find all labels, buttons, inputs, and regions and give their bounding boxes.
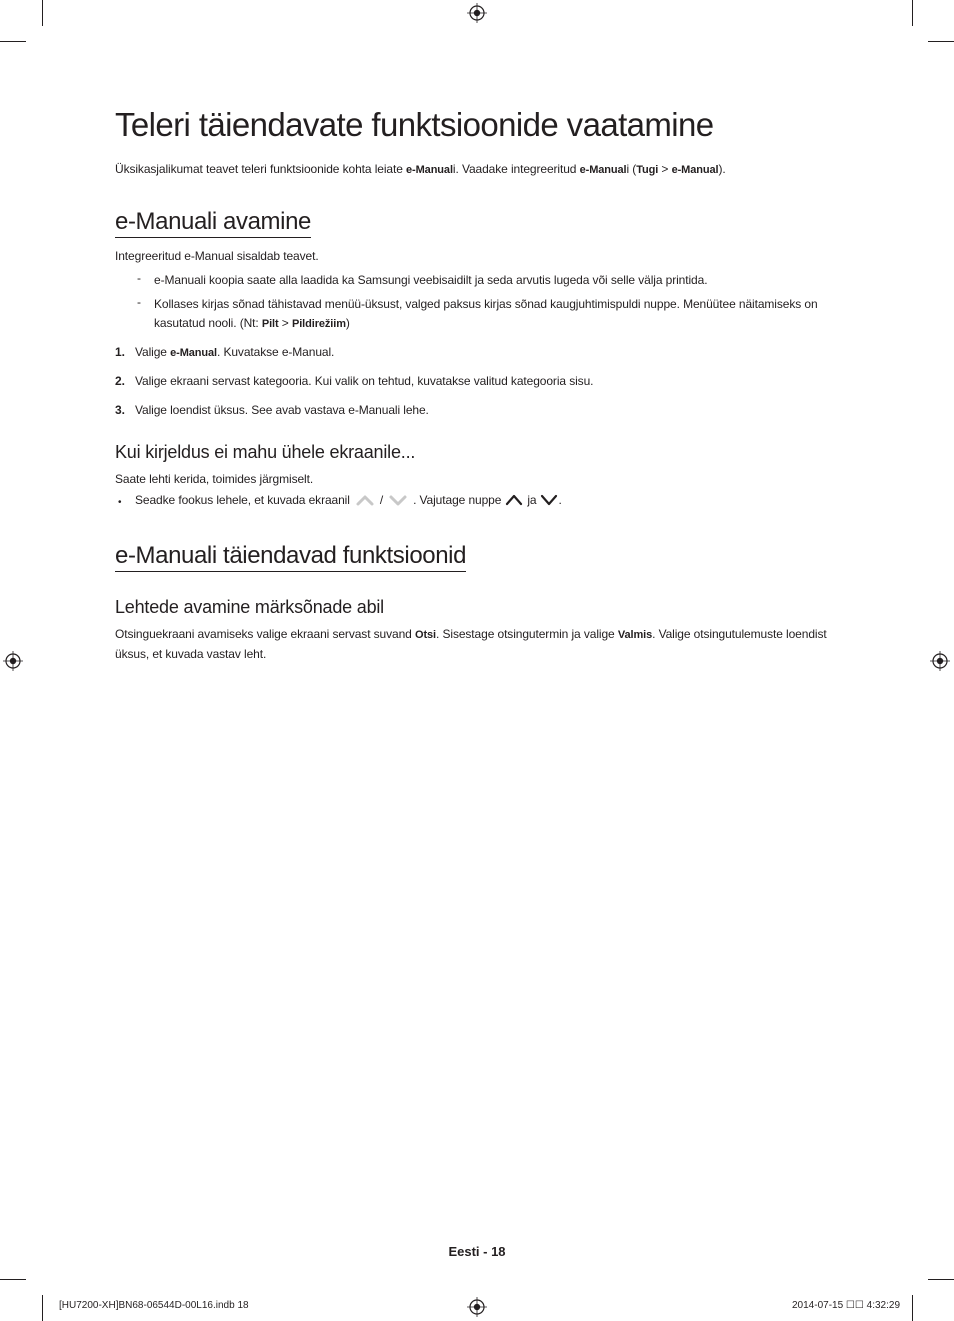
- section1-lead: Integreeritud e-Manual sisaldab teavet.: [115, 249, 319, 263]
- crop-mark-bottom-left-h: [0, 1279, 26, 1280]
- step-number: 2.: [115, 374, 126, 388]
- section-heading-emanual-opening: e-Manuali avamine: [115, 208, 311, 238]
- scroll-up-arrow-icon: [354, 492, 376, 508]
- page-number: Eesti - 18: [448, 1244, 506, 1259]
- scroll-down-arrow-icon: [387, 492, 409, 508]
- crop-mark-top-right-h: [928, 41, 954, 42]
- section-heading-emanual-features: e-Manuali täiendavad funktsioonid: [115, 542, 466, 572]
- crop-mark-bottom-right-h: [928, 1279, 954, 1280]
- step-text: Valige loendist üksus. See avab vastava e-Manuali lehe.: [135, 403, 429, 417]
- down-chevron-icon: [540, 493, 558, 507]
- registration-mark-icon: [467, 3, 487, 23]
- note-item: e-Manuali koopia saate alla laadida ka Samsungi veebisaidilt ja seda arvutis lugeda või selle välja printida.: [154, 273, 708, 287]
- crop-mark-top-right: [912, 0, 913, 26]
- intro-paragraph: Üksikasjalikumat teavet teleri funktsioonide kohta leiate e-Manuali. Vaadake integreeritud e-Manuali (Tugi > e-Manual).: [115, 162, 726, 176]
- step-number: 3.: [115, 403, 126, 417]
- registration-mark-icon: [467, 1297, 487, 1317]
- crop-mark-bottom-right: [912, 1295, 913, 1321]
- registration-mark-icon: [3, 651, 23, 671]
- note-dash: -: [137, 295, 141, 309]
- step-text: Valige e-Manual. Kuvatakse e-Manual.: [135, 345, 335, 359]
- note-dash: -: [137, 271, 141, 285]
- step-text: Valige ekraani servast kategooria. Kui valik on tehtud, kuvatakse valitud kategooria sisu.: [135, 374, 594, 388]
- registration-mark-icon: [930, 651, 950, 671]
- keyword-search-paragraph: Otsinguekraani avamiseks valige ekraani servast suvand Otsi. Sisestage otsingutermin ja valige Valmis. Valige otsingutulemuste loendist üksus, et kuvada vastav leht.: [115, 627, 827, 661]
- crop-mark-bottom-left: [42, 1295, 43, 1321]
- bullet-marker: •: [118, 497, 122, 508]
- up-chevron-icon: [505, 493, 523, 507]
- crop-mark-top-left-h: [0, 41, 26, 42]
- crop-mark-top-left: [42, 0, 43, 26]
- page-title: Teleri täiendavate funktsioonide vaatamine: [115, 106, 714, 143]
- step-number: 1.: [115, 345, 126, 359]
- bullet-item: Seadke fookus lehele, et kuvada ekraanil / . Vajutage nuppe ja .: [135, 493, 562, 507]
- subsection-lead: Saate lehti kerida, toimides järgmiselt.: [115, 472, 314, 486]
- footer-timestamp: 2014-07-15 ☐☐ 4:32:29: [792, 1300, 901, 1311]
- subsection-heading-keyword-search: Lehtede avamine märksõnade abil: [115, 597, 384, 617]
- note-item: Kollases kirjas sõnad tähistavad menüü-üksust, valged paksus kirjas sõnad kaugjuhtimispuldi nuppe. Menüütee näitamiseks on kasutatud nooli. (Nt: Pilt > Pildirežiim): [154, 297, 818, 330]
- subsection-heading-scrolling: Kui kirjeldus ei mahu ühele ekraanile...: [115, 442, 416, 462]
- footer-file-info: [HU7200-XH]BN68-06544D-00L16.indb 18: [59, 1300, 249, 1311]
